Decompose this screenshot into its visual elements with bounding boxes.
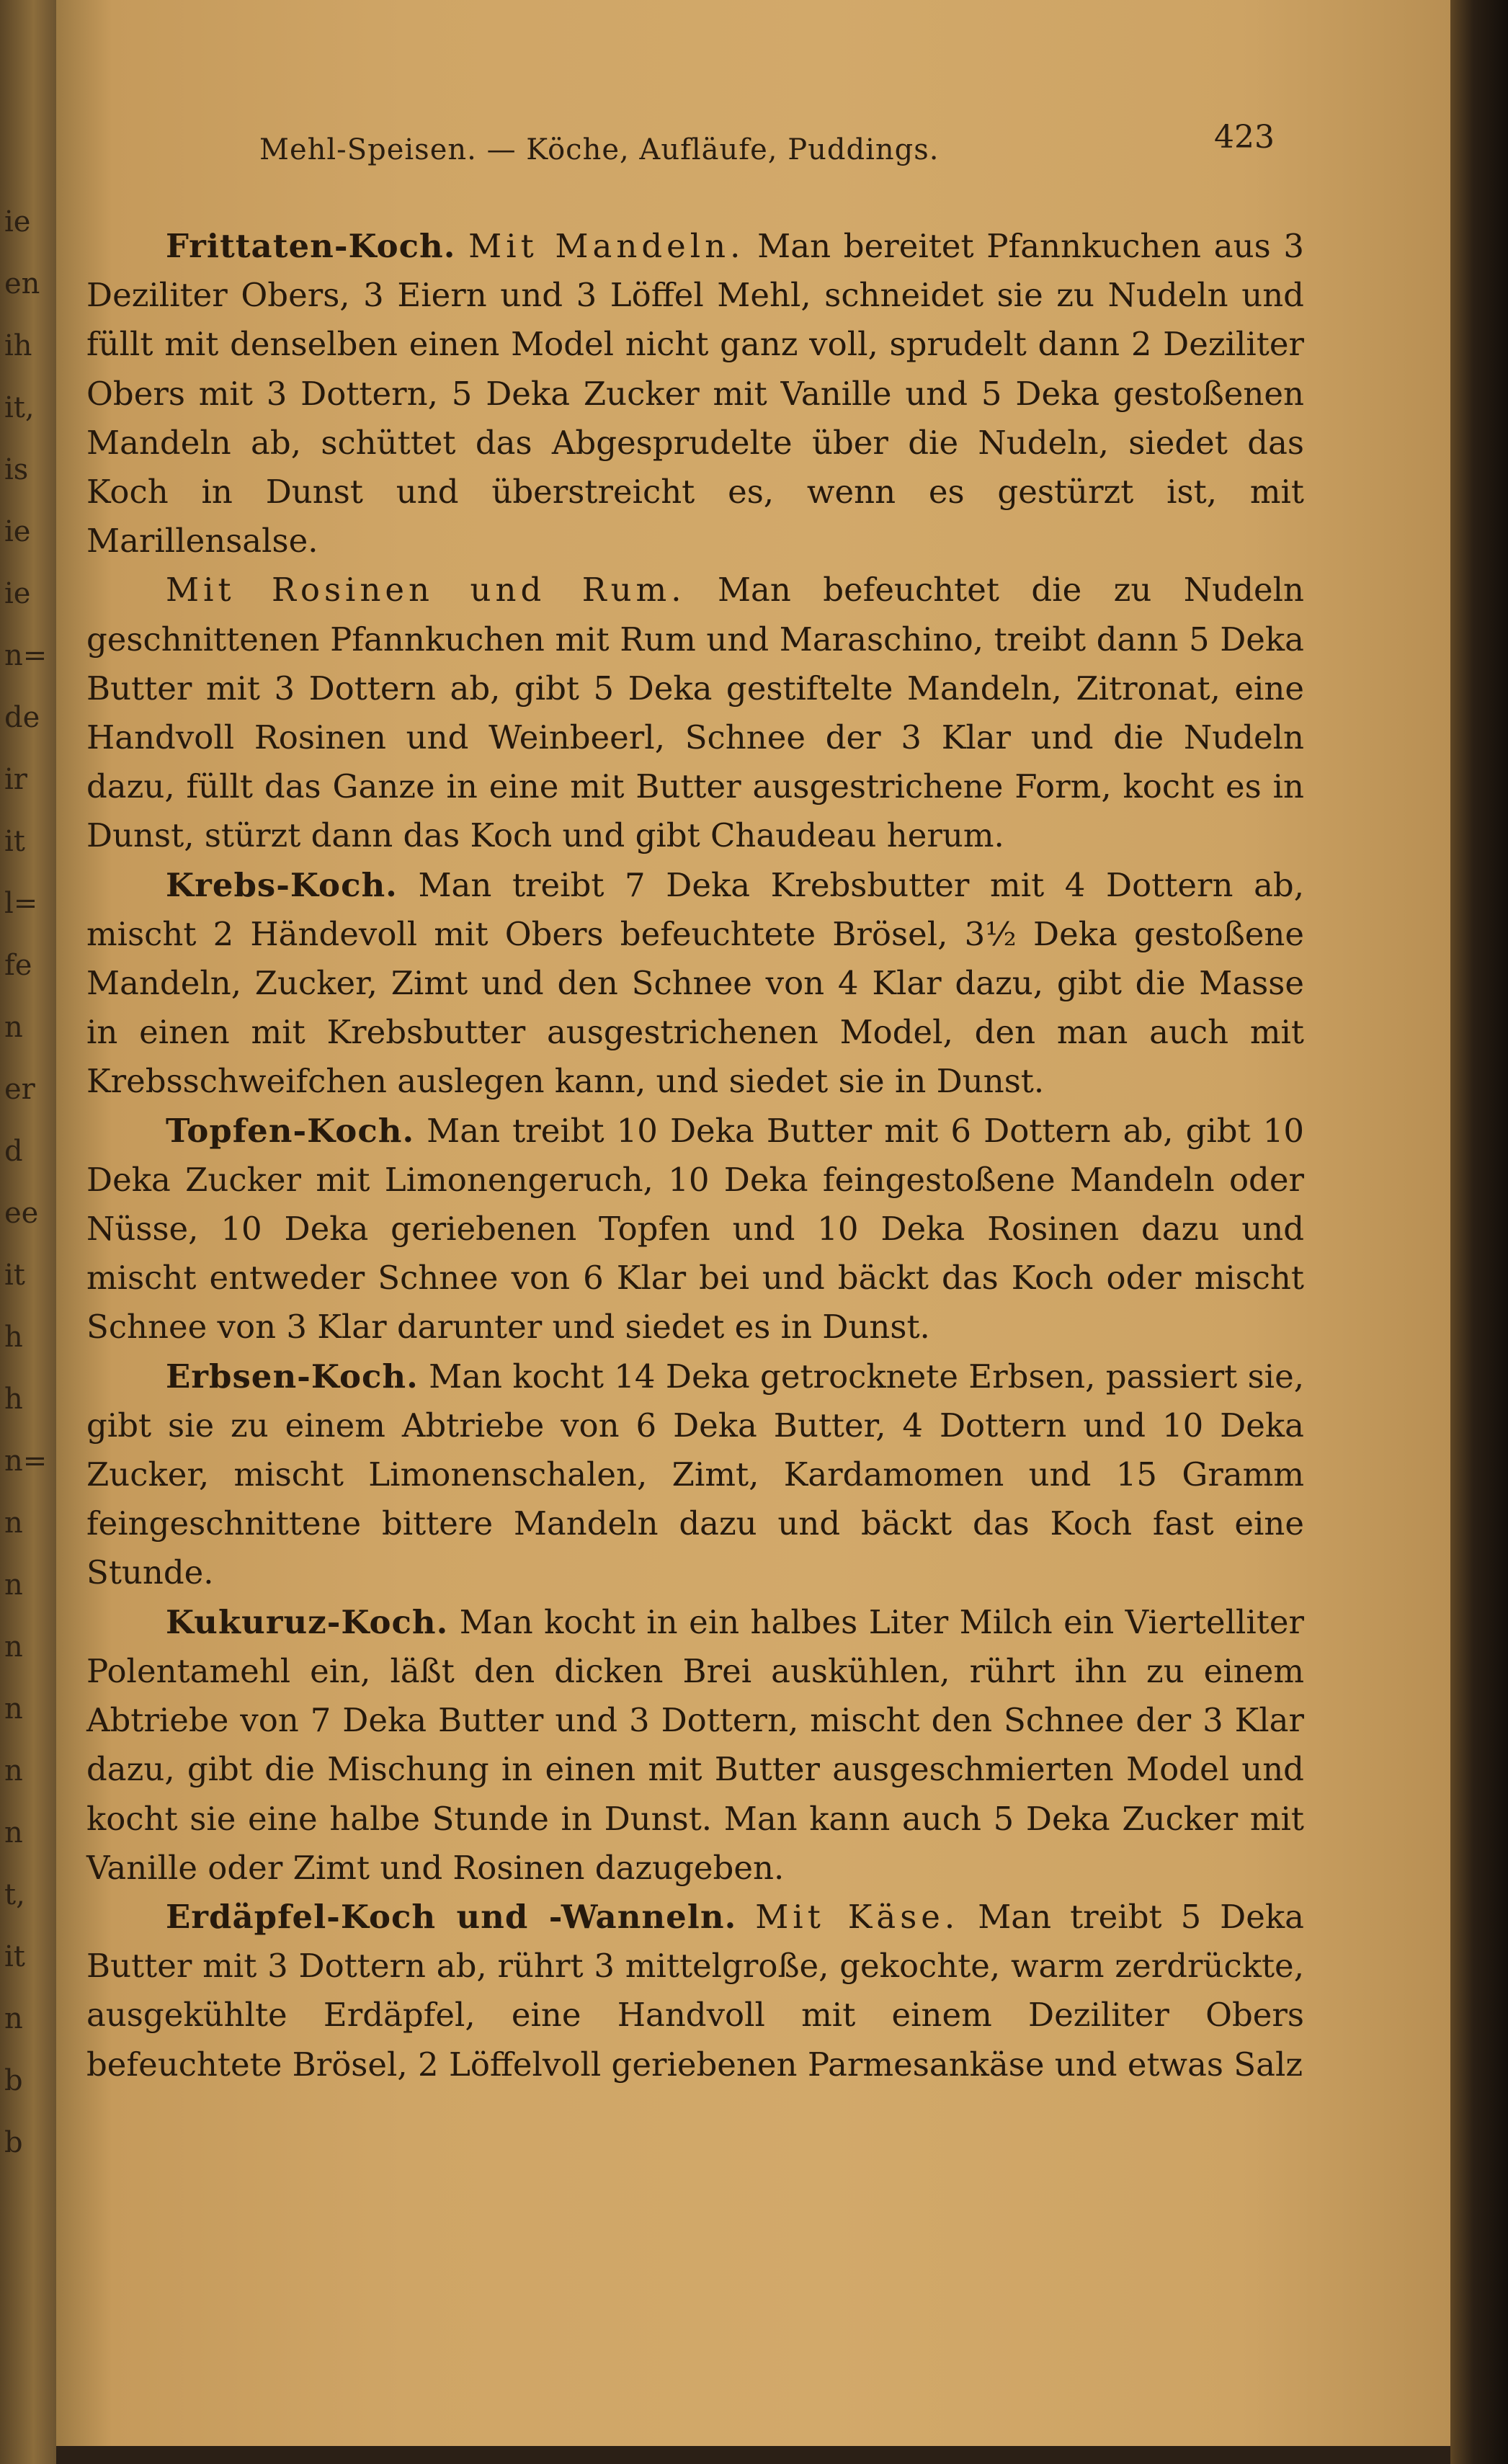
adjacent-page-fragment: fe [4, 949, 32, 982]
recipe-body: Man bereitet Pfannkuchen aus 3 Deziliter Obers, 3 Eiern und 3 Löffel Mehl, schneidet sie zu Nudeln und füllt mit denselben einen Model nicht ganz voll, sprudelt dann 2 Deziliter Obers mit 3 Dottern, 5 Deka Zucker mit Vanille und 5 Deka gestoßenen Mandeln ab, schüttet das Abgesprudelte über die Nudeln, siedet das Koch in Dunst und überstreicht es, wenn es gestürzt ist, mit Marillensalse. [86, 227, 1305, 561]
adjacent-page-fragment: it, [4, 391, 35, 424]
adjacent-page-strip [0, 0, 56, 2464]
page-edge-shadow [1450, 0, 1508, 2464]
adjacent-page-fragment: er [4, 1073, 35, 1106]
adjacent-page-fragment: n [4, 1754, 23, 1787]
adjacent-page-fragment: d [4, 1135, 23, 1168]
adjacent-page-fragment: it [4, 825, 25, 858]
recipe-paragraph [86, 1107, 1304, 1352]
recipe-paragraph [86, 566, 1304, 860]
adjacent-page-fragment: l= [4, 887, 38, 920]
adjacent-page-fragment: is [4, 453, 29, 486]
recipe-body: Man kocht in ein halbes Liter Milch ein Viertelliter Polentamehl ein, läßt den dicken Brei auskühlen, rührt ihn zu einem Abtriebe von 7 Deka Butter und 3 Dottern, mischt den Schnee der 3 Klar dazu, gibt die Mischung in einen mit Butter ausgeschmierten Model und kocht sie eine halbe Stunde in Dunst. Man kann auch 5 Deka Zucker mit Vanille oder Zimt und Rosinen dazugeben. [86, 1602, 1305, 1887]
adjacent-page-fragment: n [4, 1011, 23, 1044]
page-number: 423 [1214, 119, 1275, 156]
running-header: Mehl-Speisen. — Köche, Aufläufe, Puddings. [259, 133, 940, 166]
adjacent-page-fragment: ih [4, 329, 32, 362]
adjacent-page-fragment: t, [4, 1878, 25, 1911]
adjacent-page-fragment: ie [4, 205, 31, 238]
recipe-variant: Mit Käse. [755, 1897, 960, 1936]
recipe-body: Man befeuchtet die zu Nudeln geschnittenen Pfannkuchen mit Rum und Maraschino, treibt dann 5 Deka Butter mit 3 Dottern ab, gibt 5 Deka gestiftelte Mandeln, Zitronat, eine Handvoll Rosinen und Weinbeerl, Schnee der 3 Klar und die Nudeln dazu, füllt das Ganze in eine mit Butter ausgestrichene Form, kocht es in Dunst, stürzt dann das Koch und gibt Chaudeau herum. [86, 571, 1304, 855]
adjacent-page-fragment: b [4, 2064, 23, 2097]
recipe-title: Krebs-Koch. [166, 865, 398, 904]
adjacent-page-fragment: n [4, 1816, 23, 1849]
adjacent-page-fragment: de [4, 701, 40, 734]
adjacent-page-fragment: h [4, 1383, 23, 1416]
adjacent-page-fragment: n [4, 1506, 23, 1540]
recipe-title: Kukuruz-Koch. [166, 1602, 449, 1641]
adjacent-page-fragment: n= [4, 639, 48, 672]
recipe-title: Topfen-Koch. [166, 1111, 415, 1150]
adjacent-page-fragment: n [4, 1630, 23, 1664]
adjacent-page-fragment: n= [4, 1445, 48, 1478]
adjacent-page-fragment: n [4, 1692, 23, 1726]
recipe-paragraph [86, 1352, 1304, 1598]
recipe-title: Erbsen-Koch. [166, 1357, 419, 1396]
recipe-paragraph [86, 1598, 1304, 1893]
adjacent-page-fragment: n [4, 1568, 23, 1602]
recipe-body: Man kocht 14 Deka getrocknete Erbsen, passiert sie, gibt sie zu einem Abtriebe von 6 Deka Butter, 4 Dottern und 10 Deka Zucker, mischt Limonenschalen, Zimt, Kardamomen und 15 Gramm feingeschnittene bittere Mandeln dazu und bäckt das Koch fast eine Stunde. [86, 1357, 1304, 1592]
recipe-paragraph [86, 222, 1304, 566]
page-bottom-edge [56, 2446, 1450, 2464]
adjacent-page-fragment: n [4, 2002, 23, 2035]
recipe-paragraph [86, 861, 1304, 1107]
adjacent-page-fragment: it [4, 1940, 25, 1973]
adjacent-page-fragment: h [4, 1321, 23, 1354]
recipe-title: Frittaten-Koch. [166, 227, 456, 265]
adjacent-page-fragment: it [4, 1259, 25, 1292]
recipe-variant: Mit Rosinen und Rum. [166, 571, 686, 610]
adjacent-page-fragment: ee [4, 1197, 39, 1230]
adjacent-page-fragment: en [4, 267, 40, 300]
recipe-body: Man treibt 7 Deka Krebsbutter mit 4 Dottern ab, mischt 2 Händevoll mit Obers befeuchtete Brösel, 3½ Deka gestoßene Mandeln, Zucker, Zimt und den Schnee von 4 Klar dazu, gibt die Masse in einen mit Krebsbutter ausgestrichenen Model, den man auch mit Krebsschweifchen auslegen kann, und siedet sie in Dunst. [86, 865, 1305, 1101]
adjacent-page-fragment: ie [4, 577, 31, 610]
recipe-variant: Mit Mandeln. [468, 227, 745, 265]
adjacent-page-fragment: b [4, 2126, 23, 2159]
recipe-text [86, 222, 1304, 2089]
recipe-body: Man treibt 5 Deka Butter mit 3 Dottern ab, rührt 3 mittelgroße, gekochte, warm zerdrückte, ausgekühlte Erdäpfel, eine Handvoll mit einem Deziliter Obers befeuchtete Brösel, 2 Löffelvoll geriebenen Parmesankäse und etwas Salz [86, 1897, 1304, 2084]
recipe-body: Man treibt 10 Deka Butter mit 6 Dottern ab, gibt 10 Deka Zucker mit Limonengeruch, 10 Deka feingestoßene Mandeln oder Nüsse, 10 Deka geriebenen Topfen und 10 Deka Rosinen dazu und mischt entweder Schnee von 6 Klar bei und bäckt das Koch oder mischt Schnee von 3 Klar darunter und siedet es in Dunst. [86, 1111, 1305, 1347]
recipe-title: Erdäpfel-Koch und -Wanneln. [166, 1897, 737, 1936]
adjacent-page-fragment: ie [4, 515, 31, 548]
recipe-paragraph [86, 1893, 1304, 2089]
adjacent-page-fragment: ir [4, 763, 27, 796]
